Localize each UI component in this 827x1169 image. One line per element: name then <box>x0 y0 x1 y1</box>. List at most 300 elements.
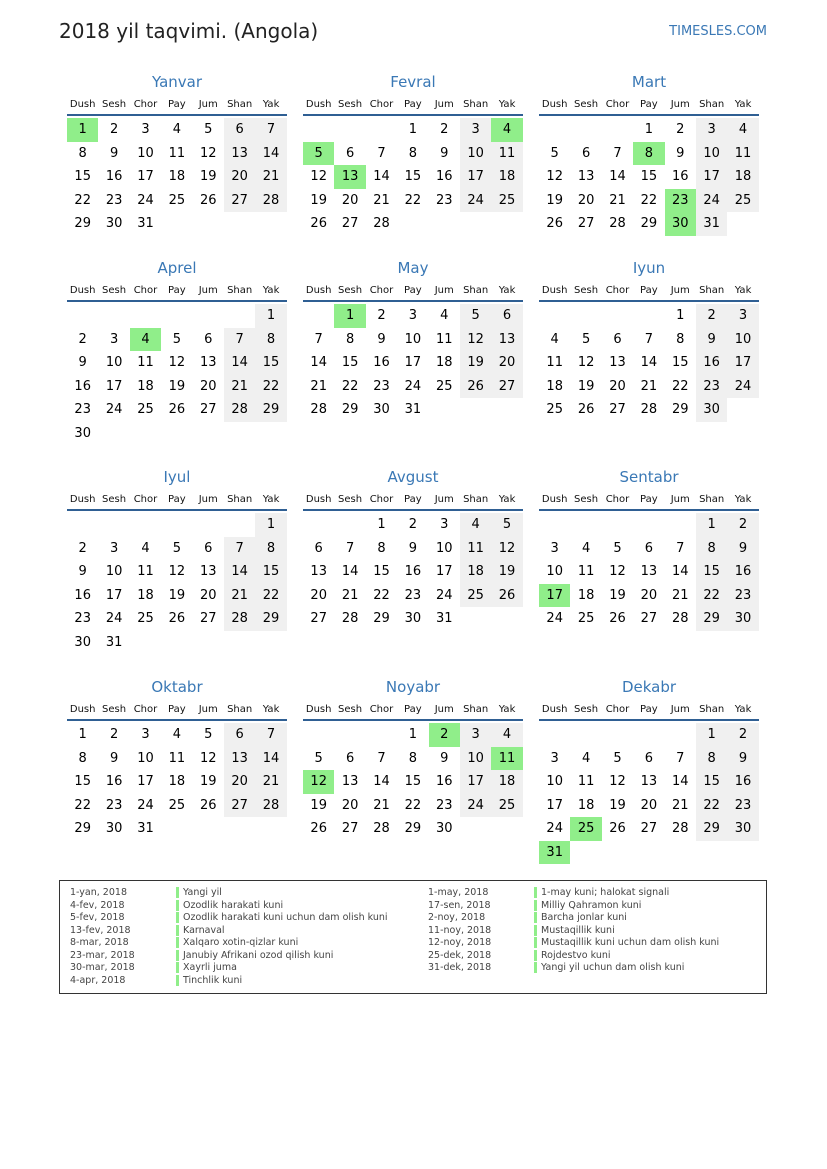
weekday-label: Jum <box>434 704 454 715</box>
legend-date: 23-mar, 2018 <box>70 949 135 961</box>
day-cell: 25 <box>577 611 595 626</box>
holiday-day-cell: 4 <box>130 328 161 352</box>
weekday-label: Jum <box>670 99 690 110</box>
legend-date: 11-noy, 2018 <box>428 924 492 936</box>
day-cell: 20 <box>199 378 217 394</box>
day-cell: 6 <box>204 331 213 347</box>
legend-date: 8-mar, 2018 <box>70 937 129 948</box>
weekday-label: Shan <box>699 494 725 505</box>
day-cell: 17 <box>727 351 758 375</box>
day-cell: 4 <box>727 118 758 142</box>
weekday-label: Shan <box>699 99 725 110</box>
day-cell: 29 <box>255 607 286 631</box>
legend-row <box>70 900 388 913</box>
weekday-label: Yak <box>262 704 280 715</box>
day-cell: 11 <box>546 355 563 370</box>
empty-cell <box>602 118 633 142</box>
day-cell: 9 <box>676 145 685 161</box>
holiday-day-cell: 1 <box>334 304 365 328</box>
day-cell: 14 <box>341 564 359 579</box>
day-cell: 17 <box>435 564 453 579</box>
legend-date: 5-fev, 2018 <box>70 912 125 923</box>
day-cell: 6 <box>581 145 591 161</box>
day-cell: 11 <box>577 774 595 789</box>
empty-cell <box>130 304 161 328</box>
day-grid <box>539 513 759 631</box>
day-cell: 19 <box>199 169 217 184</box>
holiday-day-cell: 11 <box>491 747 522 771</box>
legend-holiday-name: Xayrli juma <box>176 962 237 973</box>
day-cell: 29 <box>640 216 658 231</box>
weekday-label: Chor <box>369 285 394 296</box>
day-cell: 20 <box>310 587 327 603</box>
day-cell: 16 <box>727 770 758 794</box>
day-cell: 29 <box>341 402 359 417</box>
month-fevral <box>303 72 523 236</box>
day-cell: 18 <box>460 560 491 584</box>
day-cell: 9 <box>440 145 449 161</box>
day-cell: 17 <box>460 770 491 794</box>
empty-cell <box>161 304 192 328</box>
legend-holiday-name: Karnaval <box>176 925 225 936</box>
day-cell: 21 <box>373 192 390 208</box>
day-cell: 21 <box>224 375 255 399</box>
weekday-label: Dush <box>541 704 568 715</box>
weekday-label: Shan <box>227 494 253 505</box>
day-grid <box>303 723 523 841</box>
day-cell: 26 <box>577 402 595 417</box>
day-cell: 17 <box>404 355 422 370</box>
weekday-label: Yak <box>262 99 280 110</box>
day-cell: 10 <box>546 564 563 579</box>
day-cell: 13 <box>199 355 217 370</box>
day-cell: 9 <box>109 750 119 766</box>
empty-cell <box>303 304 334 328</box>
legend-row <box>70 950 388 963</box>
month-name: Mart <box>631 73 667 91</box>
weekday-label: Yak <box>734 285 752 296</box>
day-cell: 23 <box>696 375 727 399</box>
holiday-day-cell: 17 <box>539 584 570 608</box>
holiday-day-cell: 13 <box>334 165 365 189</box>
day-cell: 1 <box>408 122 417 137</box>
legend-column-left <box>70 887 388 987</box>
day-cell: 16 <box>435 774 453 789</box>
day-cell: 19 <box>460 351 491 375</box>
day-cell: 3 <box>460 118 491 142</box>
holiday-day-cell: 8 <box>633 142 664 166</box>
empty-cell <box>570 723 601 747</box>
weekday-label: Sesh <box>338 285 363 296</box>
day-cell: 25 <box>168 192 186 208</box>
weekday-label: Dush <box>305 494 332 505</box>
holiday-day-cell: 31 <box>539 841 570 865</box>
day-cell: 28 <box>341 611 359 626</box>
day-cell: 13 <box>199 564 217 579</box>
legend-holiday-name: Barcha jonlar kuni <box>534 912 627 923</box>
day-cell: 4 <box>491 723 522 747</box>
empty-cell <box>570 513 601 537</box>
day-cell: 26 <box>546 216 563 231</box>
day-cell: 2 <box>696 304 727 328</box>
day-cell: 11 <box>460 537 491 561</box>
legend-row <box>70 962 388 975</box>
holiday-day-cell: 4 <box>491 118 522 142</box>
day-cell: 3 <box>408 308 417 323</box>
day-cell: 22 <box>74 192 91 208</box>
day-cell: 19 <box>546 192 563 208</box>
day-cell: 12 <box>609 774 626 789</box>
day-cell: 24 <box>696 189 727 213</box>
day-cell: 26 <box>310 216 327 231</box>
day-cell: 17 <box>105 378 123 394</box>
day-cell: 28 <box>224 398 255 422</box>
empty-cell <box>161 513 192 537</box>
day-cell: 5 <box>314 750 323 766</box>
weekday-label: Dush <box>541 494 568 505</box>
day-cell: 13 <box>640 564 658 579</box>
day-cell: 20 <box>609 378 626 394</box>
empty-cell <box>130 513 161 537</box>
day-cell: 24 <box>435 587 453 603</box>
weekday-header <box>303 282 523 302</box>
legend-column-right <box>428 887 719 975</box>
empty-cell <box>665 723 696 747</box>
day-cell: 4 <box>440 308 449 323</box>
empty-cell <box>334 118 365 142</box>
day-cell: 29 <box>373 611 390 626</box>
day-cell: 30 <box>74 425 91 441</box>
day-cell: 6 <box>224 118 255 142</box>
weekday-label: Sesh <box>574 285 599 296</box>
day-cell: 12 <box>491 537 522 561</box>
month-iyul <box>67 467 287 654</box>
holiday-day-cell: 1 <box>67 118 98 142</box>
day-cell: 5 <box>172 540 181 556</box>
empty-cell <box>539 513 570 537</box>
day-cell: 31 <box>435 611 453 626</box>
empty-cell <box>303 513 334 537</box>
day-cell: 1 <box>676 308 685 323</box>
day-cell: 28 <box>255 189 286 213</box>
day-cell: 12 <box>460 328 491 352</box>
day-cell: 20 <box>224 770 255 794</box>
month-name: Dekabr <box>621 678 677 696</box>
day-cell: 31 <box>404 402 422 417</box>
page-title: 2018 yil taqvimi. (Angola) <box>59 19 319 43</box>
day-cell: 18 <box>137 587 154 603</box>
day-cell: 3 <box>550 540 559 556</box>
day-cell: 22 <box>404 192 422 208</box>
day-cell: 2 <box>727 723 758 747</box>
day-cell: 1 <box>696 723 727 747</box>
month-name: Avgust <box>387 468 439 486</box>
day-cell: 3 <box>109 540 119 556</box>
legend-date: 30-mar, 2018 <box>70 962 135 973</box>
weekday-label: Pay <box>404 99 422 110</box>
day-cell: 9 <box>109 145 119 161</box>
day-cell: 7 <box>314 331 323 347</box>
weekday-label: Jum <box>670 704 690 715</box>
day-cell: 12 <box>199 145 217 161</box>
weekday-label: Yak <box>734 99 752 110</box>
day-grid <box>303 118 523 236</box>
day-cell: 24 <box>137 797 154 813</box>
day-cell: 16 <box>435 169 453 184</box>
day-cell: 24 <box>460 794 491 818</box>
day-cell: 10 <box>105 355 123 370</box>
weekday-label: Pay <box>640 494 658 505</box>
day-cell: 14 <box>671 564 689 579</box>
day-cell: 7 <box>377 750 386 766</box>
day-cell: 3 <box>141 727 150 742</box>
weekday-label: Pay <box>168 704 186 715</box>
day-cell: 6 <box>314 540 323 556</box>
day-cell: 6 <box>204 540 213 556</box>
day-cell: 8 <box>377 540 386 556</box>
day-cell: 18 <box>727 165 758 189</box>
day-cell: 29 <box>671 402 689 417</box>
month-name: Sentabr <box>619 468 679 486</box>
legend-holiday-name: Ozodlik harakati kuni <box>176 900 283 911</box>
day-cell: 24 <box>137 192 154 208</box>
holiday-day-cell: 30 <box>665 212 696 236</box>
weekday-label: Jum <box>434 494 454 505</box>
day-cell: 4 <box>460 513 491 537</box>
day-cell: 12 <box>310 169 327 184</box>
day-cell: 24 <box>727 375 758 399</box>
day-cell: 27 <box>609 402 626 417</box>
weekday-label: Pay <box>404 494 422 505</box>
day-cell: 23 <box>727 584 758 608</box>
day-cell: 26 <box>460 375 491 399</box>
month-name: Oktabr <box>151 678 203 696</box>
legend-row <box>70 937 388 950</box>
day-cell: 20 <box>491 351 522 375</box>
weekday-header <box>539 282 759 302</box>
day-cell: 2 <box>377 308 386 323</box>
day-cell: 21 <box>310 378 327 394</box>
weekday-label: Pay <box>168 285 186 296</box>
day-cell: 17 <box>137 774 154 789</box>
legend-date: 25-dek, 2018 <box>428 949 492 961</box>
legend-row <box>70 975 388 988</box>
day-grid <box>67 304 287 445</box>
empty-cell <box>602 513 633 537</box>
day-cell: 19 <box>491 560 522 584</box>
day-cell: 16 <box>74 587 91 603</box>
day-cell: 22 <box>696 794 727 818</box>
day-cell: 21 <box>671 797 689 813</box>
weekday-label: Dush <box>69 99 96 110</box>
weekday-label: Dush <box>305 99 332 110</box>
day-cell: 20 <box>341 797 359 813</box>
day-cell: 10 <box>460 142 491 166</box>
weekday-label: Yak <box>498 285 516 296</box>
month-may <box>303 258 523 422</box>
weekday-label: Shan <box>463 285 489 296</box>
day-cell: 21 <box>609 192 626 208</box>
weekday-label: Sesh <box>338 494 363 505</box>
weekday-label: Dush <box>541 285 568 296</box>
weekday-label: Jum <box>670 285 690 296</box>
day-cell: 18 <box>137 378 154 394</box>
day-cell: 27 <box>640 821 658 836</box>
day-cell: 9 <box>78 355 87 370</box>
day-cell: 31 <box>696 212 727 236</box>
day-cell: 30 <box>696 398 727 422</box>
weekday-label: Shan <box>227 99 253 110</box>
empty-cell <box>602 304 633 328</box>
day-cell: 19 <box>199 774 217 789</box>
day-cell: 11 <box>577 564 595 579</box>
day-grid <box>539 304 759 422</box>
day-cell: 11 <box>168 750 186 766</box>
day-grid <box>539 118 759 236</box>
day-grid <box>539 723 759 864</box>
day-cell: 21 <box>224 584 255 608</box>
month-name: Noyabr <box>385 678 441 696</box>
day-cell: 22 <box>255 584 286 608</box>
weekday-label: Shan <box>227 285 253 296</box>
weekday-label: Jum <box>434 99 454 110</box>
weekday-label: Pay <box>168 494 186 505</box>
legend-row <box>428 962 719 975</box>
day-cell: 28 <box>609 216 626 231</box>
legend-holiday-name: Mustaqillik kuni <box>534 925 615 936</box>
weekday-header <box>539 96 759 116</box>
day-cell: 8 <box>78 750 87 766</box>
weekday-label: Yak <box>498 99 516 110</box>
day-cell: 28 <box>373 216 390 231</box>
empty-cell <box>366 118 397 142</box>
day-cell: 12 <box>168 355 186 370</box>
day-cell: 9 <box>408 540 417 556</box>
day-cell: 10 <box>727 328 758 352</box>
day-cell: 9 <box>440 750 449 766</box>
day-cell: 13 <box>224 142 255 166</box>
month-name: May <box>397 259 429 277</box>
day-cell: 30 <box>727 817 758 841</box>
day-cell: 29 <box>74 821 91 836</box>
day-cell: 23 <box>435 192 453 208</box>
weekday-label: Chor <box>133 704 158 715</box>
weekday-header <box>67 491 287 511</box>
day-cell: 5 <box>460 304 491 328</box>
legend-holiday-name: 1-may kuni; halokat signali <box>534 887 669 898</box>
day-cell: 1 <box>644 122 653 137</box>
day-cell: 14 <box>224 560 255 584</box>
legend-date: 4-apr, 2018 <box>70 974 126 986</box>
day-cell: 31 <box>105 634 123 650</box>
day-cell: 1 <box>696 513 727 537</box>
day-cell: 15 <box>696 770 727 794</box>
legend-holiday-name: Yangi yil uchun dam olish kuni <box>534 962 684 973</box>
day-cell: 21 <box>255 165 286 189</box>
empty-cell <box>193 513 224 537</box>
empty-cell <box>334 513 365 537</box>
legend-holiday-name: Xalqaro xotin-qizlar kuni <box>176 937 298 948</box>
weekday-label: Yak <box>498 494 516 505</box>
empty-cell <box>224 304 255 328</box>
day-cell: 28 <box>671 821 689 836</box>
weekday-label: Dush <box>69 285 96 296</box>
weekday-label: Sesh <box>102 285 127 296</box>
day-cell: 15 <box>373 564 390 579</box>
weekday-label: Dush <box>541 99 568 110</box>
day-cell: 7 <box>676 750 685 766</box>
day-cell: 18 <box>491 770 522 794</box>
day-cell: 28 <box>224 607 255 631</box>
month-iyun <box>539 258 759 422</box>
empty-cell <box>633 723 664 747</box>
day-cell: 6 <box>345 145 355 161</box>
weekday-label: Jum <box>198 494 218 505</box>
day-cell: 2 <box>78 540 87 556</box>
day-cell: 2 <box>109 122 119 137</box>
day-cell: 23 <box>727 794 758 818</box>
day-cell: 15 <box>404 169 422 184</box>
day-cell: 12 <box>546 169 563 184</box>
empty-cell <box>570 118 601 142</box>
day-cell: 19 <box>168 378 186 394</box>
day-cell: 12 <box>168 564 186 579</box>
day-cell: 28 <box>671 611 689 626</box>
day-cell: 15 <box>671 355 689 370</box>
day-cell: 14 <box>609 169 626 184</box>
day-cell: 8 <box>345 331 355 347</box>
day-cell: 9 <box>727 537 758 561</box>
day-cell: 3 <box>109 331 119 347</box>
day-cell: 15 <box>404 774 422 789</box>
weekday-label: Sesh <box>574 494 599 505</box>
day-cell: 28 <box>310 402 327 417</box>
legend-date: 31-dek, 2018 <box>428 962 492 973</box>
day-cell: 2 <box>676 122 685 137</box>
day-cell: 17 <box>460 165 491 189</box>
day-cell: 29 <box>696 817 727 841</box>
holiday-legend <box>59 880 767 994</box>
day-cell: 22 <box>373 587 390 603</box>
day-cell: 30 <box>404 611 422 626</box>
empty-cell <box>67 513 98 537</box>
day-cell: 19 <box>609 587 626 603</box>
weekday-header <box>539 701 759 721</box>
day-cell: 16 <box>373 355 390 370</box>
day-cell: 26 <box>168 611 186 626</box>
day-cell: 10 <box>137 750 154 766</box>
day-cell: 27 <box>577 216 595 231</box>
legend-holiday-name: Milliy Qahramon kuni <box>534 900 641 911</box>
day-cell: 10 <box>435 540 453 556</box>
day-cell: 25 <box>137 611 154 626</box>
month-name: Iyul <box>163 468 191 486</box>
weekday-label: Chor <box>133 494 158 505</box>
empty-cell <box>633 304 664 328</box>
day-cell: 3 <box>696 118 727 142</box>
day-cell: 25 <box>491 794 522 818</box>
day-cell: 12 <box>199 750 217 766</box>
day-cell: 18 <box>168 169 186 184</box>
day-cell: 3 <box>727 304 758 328</box>
site-link[interactable]: TIMESLES.COM <box>669 24 767 39</box>
weekday-label: Pay <box>404 704 422 715</box>
day-cell: 15 <box>255 560 286 584</box>
day-cell: 30 <box>74 634 91 650</box>
day-cell: 3 <box>550 750 559 766</box>
day-cell: 13 <box>224 747 255 771</box>
day-cell: 15 <box>255 351 286 375</box>
